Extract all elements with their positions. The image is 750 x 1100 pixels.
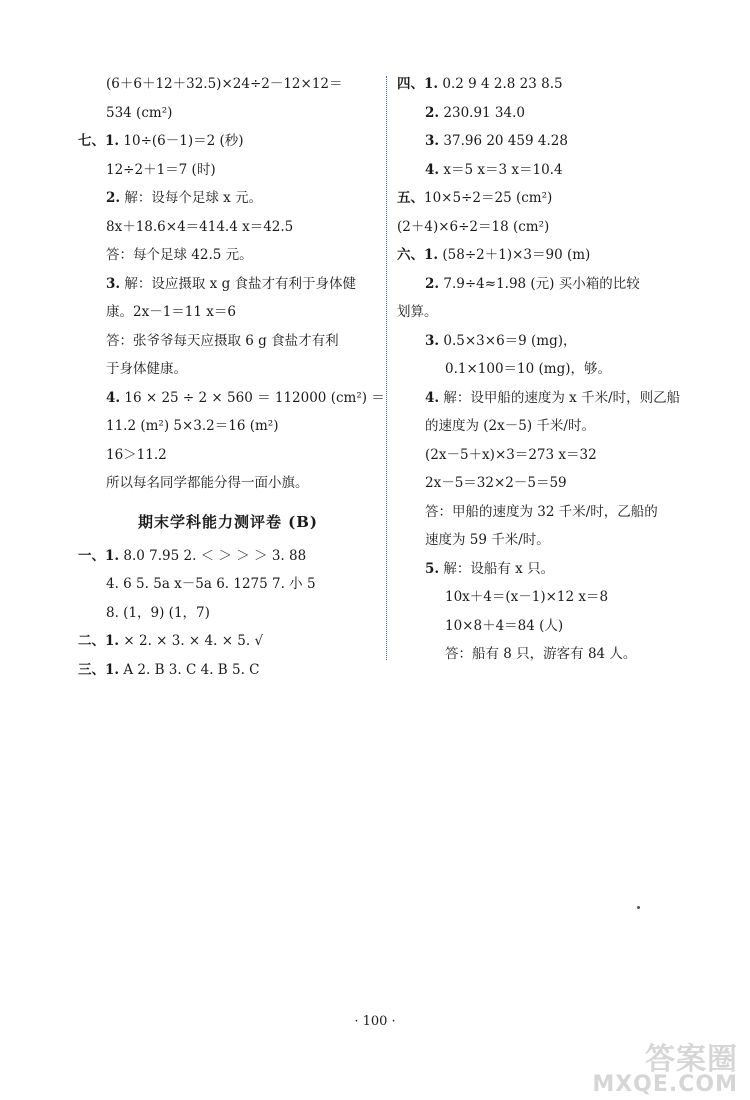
answer-line: 3. 解：设应摄取 x g 食盐才有利于身体健 bbox=[106, 275, 357, 292]
answer-line: 一、1. 8.0 7.95 2. ＜ ＞ ＞ ＞ 3. 88 bbox=[78, 547, 307, 564]
answer-line: 5. 解：设船有 x 只。 bbox=[425, 560, 555, 577]
answer-line: 答：每个足球 42.5 元。 bbox=[106, 247, 253, 263]
answer-line: 4. 16 × 25 ÷ 2 × 560 ＝ 112000 (cm²) ＝ bbox=[106, 389, 385, 406]
watermark-cn: 答案圈 bbox=[645, 1042, 738, 1077]
answer-line: (6＋6＋12＋32.5)×24÷2－12×12＝ bbox=[106, 76, 343, 92]
answer-line: 六、1. (58÷2＋1)×3＝90 (m) bbox=[397, 247, 591, 263]
right-column bbox=[397, 70, 717, 669]
answer-line: 答：甲船的速度为 32 千米/时，乙船的 bbox=[425, 503, 658, 520]
answer-line: 11.2 (m²) 5×3.2＝16 (m²) bbox=[106, 418, 279, 434]
answer-line: 三、1. A 2. B 3. C 4. B 5. C bbox=[78, 661, 260, 678]
answer-line: 3. 0.5×3×6＝9 (mg)， bbox=[425, 332, 577, 349]
answer-line: 3. 37.96 20 459 4.28 bbox=[425, 133, 568, 149]
stray-dot bbox=[637, 906, 640, 909]
answer-line: 康。2x－1＝11 x＝6 bbox=[106, 304, 236, 320]
column-divider bbox=[386, 76, 387, 660]
answer-line: (2x－5＋x)×3＝273 x＝32 bbox=[425, 446, 597, 463]
answer-line: 12÷2＋1＝7 (时) bbox=[106, 161, 216, 178]
answer-line: 534 (cm²) bbox=[106, 104, 173, 121]
answer-line: 五、10×5÷2＝25 (cm²) bbox=[397, 190, 553, 206]
answer-line: 4. 6 5. 5a x－5a 6. 1275 7. 小 5 bbox=[106, 576, 316, 592]
answer-line: 答：张爷爷每天应摄取 6 g 食盐才有利 bbox=[106, 332, 339, 349]
answer-line: 4. x＝5 x＝3 x＝10.4 bbox=[425, 161, 563, 178]
answer-line: 16＞11.2 bbox=[106, 446, 167, 463]
answer-line: 所以每名同学都能分得一面小旗。 bbox=[106, 475, 309, 491]
answer-line: 10×8＋4＝84 (人) bbox=[445, 617, 564, 634]
watermark-logo bbox=[592, 1034, 738, 1097]
watermark-en: MXQE.COM bbox=[592, 1072, 738, 1097]
answer-line: 10x＋4＝(x－1)×12 x＝8 bbox=[445, 589, 609, 605]
answer-line: 4. 解：设甲船的速度为 x 千米/时，则乙船 bbox=[425, 389, 681, 406]
left-column bbox=[78, 70, 385, 684]
answer-line: 于身体健康。 bbox=[106, 361, 187, 377]
answer-line: 的速度为 (2x－5) 千米/时。 bbox=[425, 418, 595, 434]
answer-line: 四、1. 0.2 9 4 2.8 23 8.5 bbox=[397, 76, 563, 92]
answer-line: 七、1. 10÷(6－1)＝2 (秒) bbox=[78, 133, 244, 149]
answer-line: (2＋4)×6÷2＝18 (cm²) bbox=[397, 218, 550, 235]
answer-line: 答：船有 8 只，游客有 84 人。 bbox=[445, 646, 637, 662]
answer-line: 2. 7.9÷4≈1.98 (元) 买小箱的比较 bbox=[425, 275, 640, 292]
answer-line: 0.1×100＝10 (mg)，够。 bbox=[445, 361, 611, 377]
section-title: 期末学科能力测评卷 (B) bbox=[137, 512, 319, 531]
answer-line: 2. 解：设每个足球 x 元。 bbox=[106, 190, 263, 206]
answer-line: 8x＋18.6×4＝414.4 x＝42.5 bbox=[106, 218, 294, 235]
answer-line: 速度为 59 千米/时。 bbox=[425, 532, 550, 548]
answer-line: 二、1. × 2. × 3. × 4. × 5. √ bbox=[78, 633, 264, 649]
answer-line: 8. (1，9) (1，7) bbox=[106, 604, 210, 621]
answer-line: 2. 230.91 34.0 bbox=[425, 104, 525, 121]
page-number: · 100 · bbox=[354, 1014, 396, 1029]
answer-line: 划算。 bbox=[397, 304, 438, 320]
answer-line: 2x－5＝32×2－5＝59 bbox=[425, 475, 567, 491]
